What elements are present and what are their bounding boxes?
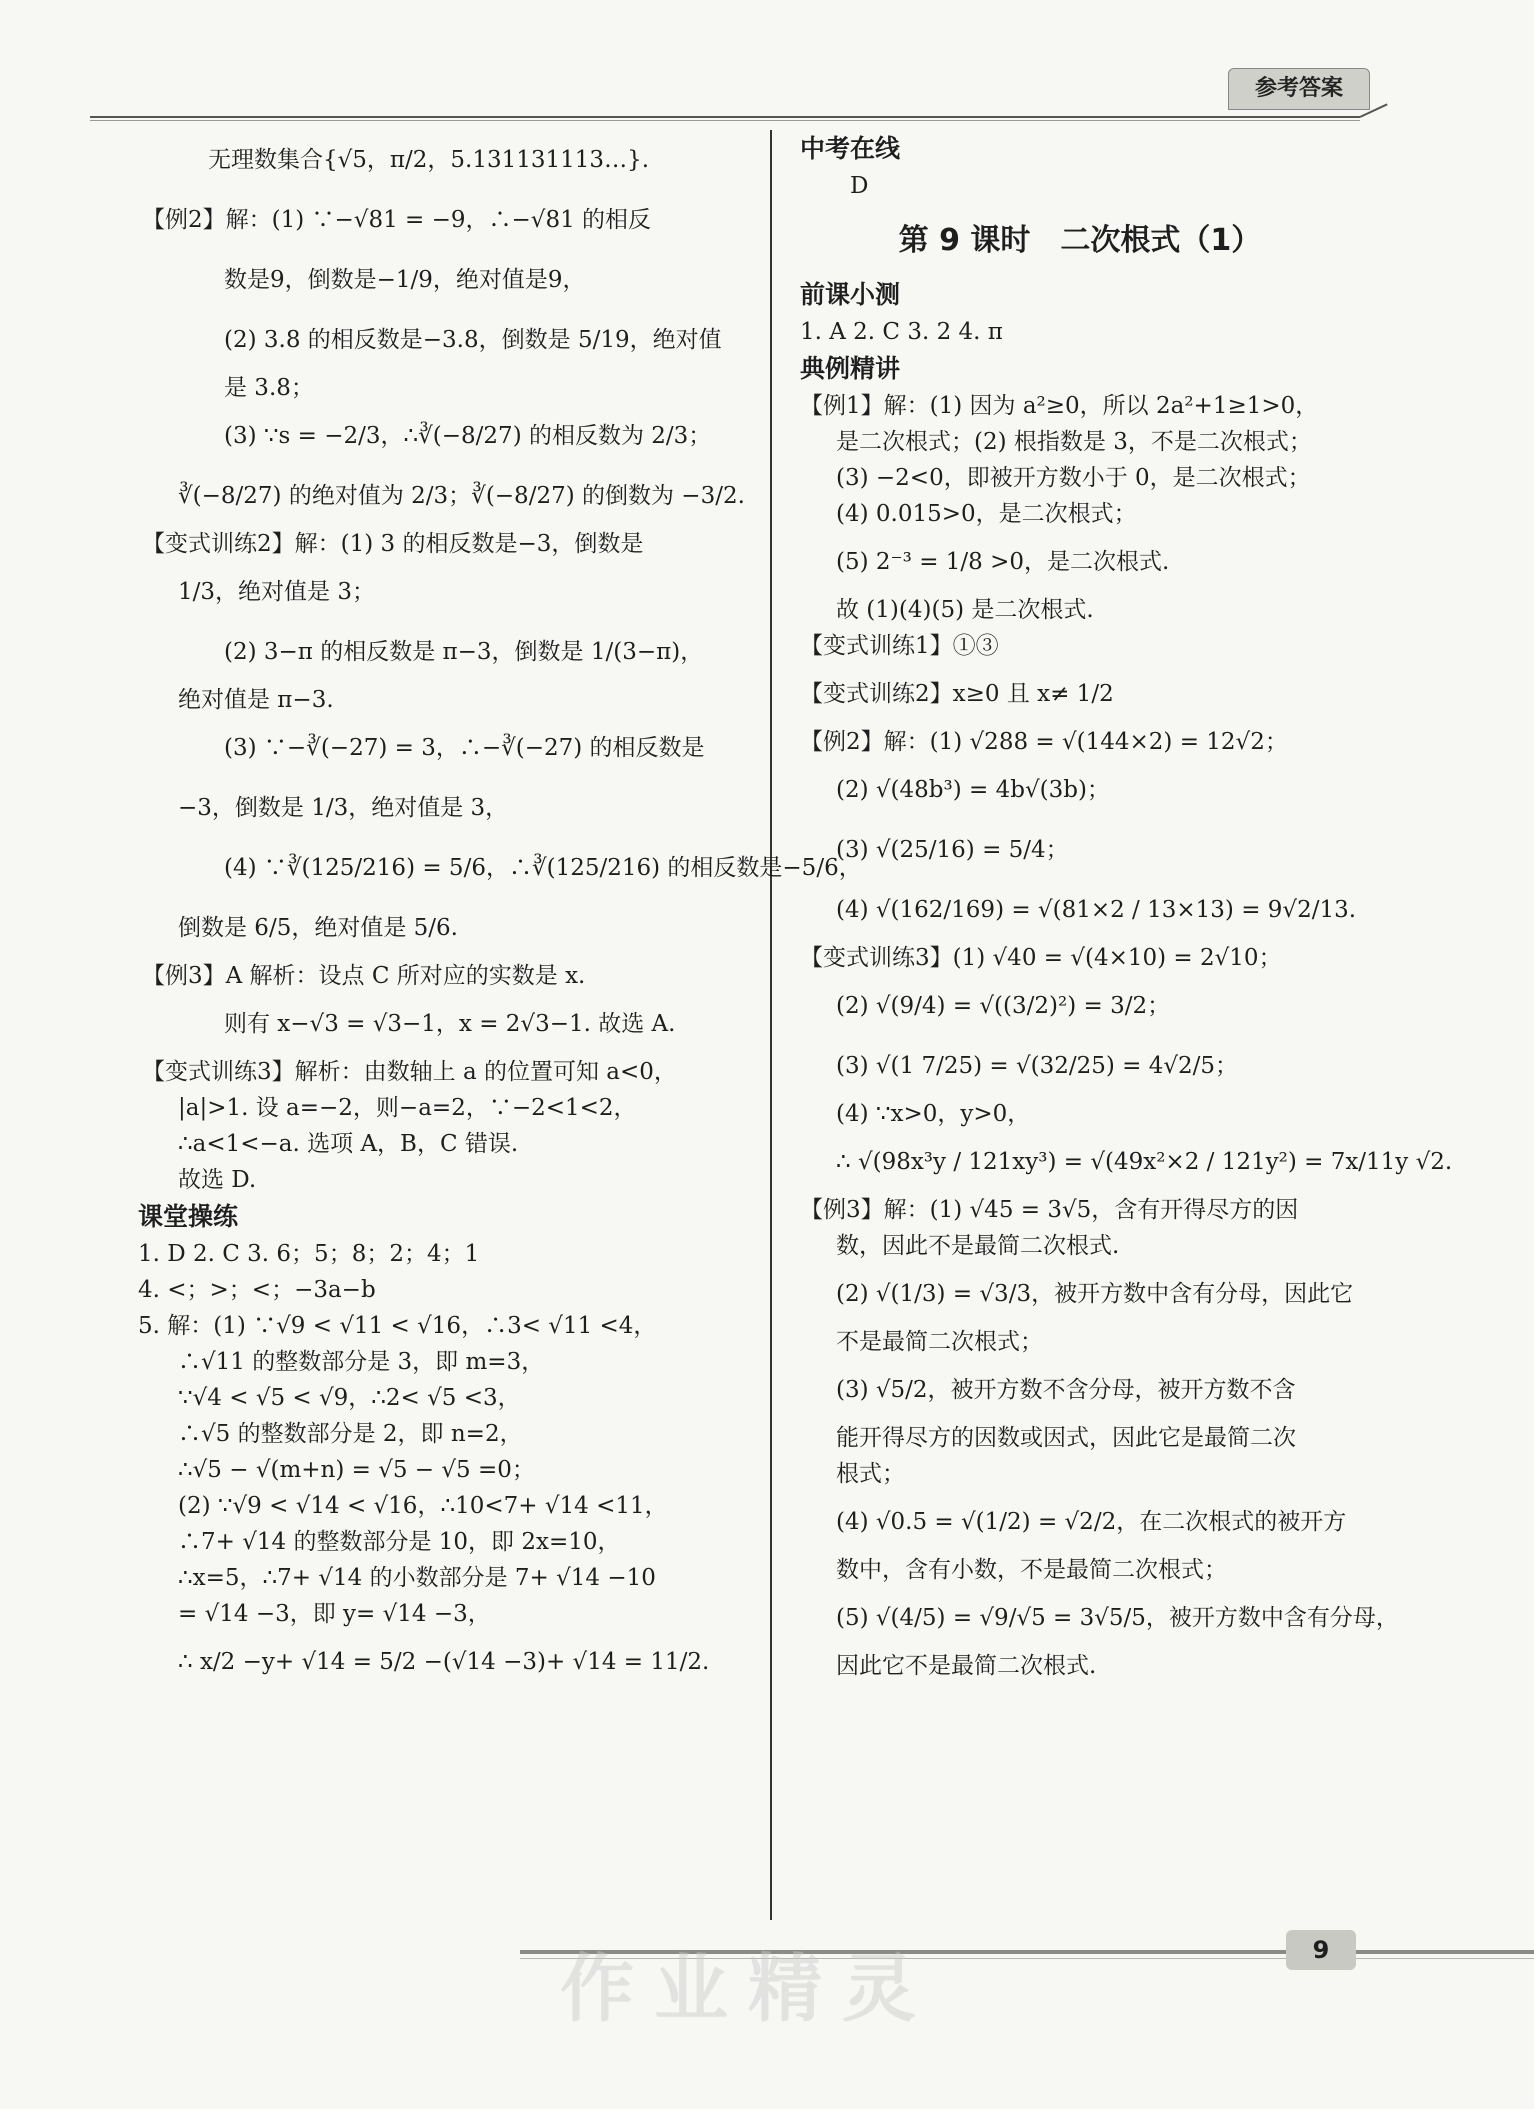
text-line: 1. D 2. C 3. 6；5；8；2；4；1 xyxy=(138,1241,480,1267)
text-line: ∴√11 的整数部分是 3，即 m=3， xyxy=(178,1349,545,1375)
text-line: ∛(−8/27) 的绝对值为 2/3；∛(−8/27) 的倒数为 −3/2. xyxy=(178,483,745,509)
example-heading: 【例1】解：(1) 因为 a²≥0，所以 2a²+1≥1>0， xyxy=(800,393,1319,419)
text-line: (3) −2<0，即被开方数小于 0，是二次根式； xyxy=(836,465,1311,491)
text-line: ∴ √(98x³y / 121xy³) = √(49x²×2 / 121y²) = 7x/11y √2. xyxy=(836,1149,1453,1175)
text-line: = √14 −3，即 y= √14 −3， xyxy=(178,1601,491,1627)
text-line: ∵√4 < √5 < √9，∴2< √5 <3， xyxy=(178,1385,521,1411)
section-tab: 参考答案 xyxy=(1228,68,1370,110)
section-heading: 典例精讲 xyxy=(800,354,901,383)
watermark: 作业精灵 xyxy=(560,1946,936,2032)
example-heading: 【例2】解：(1) ∵−√81 = −9，∴−√81 的相反 xyxy=(142,207,652,233)
text-line: (3) ∵−∛(−27) = 3，∴−∛(−27) 的相反数是 xyxy=(224,735,705,761)
lesson-title: 第 9 课时 二次根式（1） xyxy=(898,223,1262,258)
text-line: ∴√5 的整数部分是 2，即 n=2， xyxy=(178,1421,523,1447)
text-line: (2) √(1/3) = √3/3，被开方数中含有分母，因此它 xyxy=(836,1281,1354,1307)
text-line: (4) ∵x>0，y>0， xyxy=(836,1101,1031,1127)
text-line: ∴ x/2 −y+ √14 = 5/2 −(√14 −3)+ √14 = 11/2. xyxy=(178,1649,710,1675)
text-line: ∴√5 − √(m+n) = √5 − √5 =0； xyxy=(178,1457,535,1483)
text-line: ∴x=5，∴7+ √14 的小数部分是 7+ √14 −10 xyxy=(178,1565,656,1591)
text-line: 故 (1)(4)(5) 是二次根式. xyxy=(836,597,1094,623)
text-line: 倒数是 6/5，绝对值是 5/6. xyxy=(178,915,458,941)
text-line: D xyxy=(850,173,869,199)
text-line: 数中，含有小数，不是最简二次根式； xyxy=(836,1557,1227,1583)
header-rule xyxy=(90,116,1360,118)
example-heading: 【例3】解：(1) √45 = 3√5，含有开得尽方的因 xyxy=(800,1197,1299,1223)
text-line: 数是9，倒数是−1/9，绝对值是9， xyxy=(224,267,586,293)
text-line: ∴7+ √14 的整数部分是 10，即 2x=10， xyxy=(178,1529,621,1555)
text-line: 则有 x−√3 = √3−1，x = 2√3−1. 故选 A. xyxy=(224,1011,676,1037)
text-line: (2) 3.8 的相反数是−3.8，倒数是 5/19，绝对值 xyxy=(224,327,722,353)
text-line: (2) ∵√9 < √14 < √16，∴10<7+ √14 <11， xyxy=(178,1493,668,1519)
exercise-heading: 【变式训练3】解析：由数轴上 a 的位置可知 a<0， xyxy=(142,1059,677,1085)
example-heading: 【例2】解：(1) √288 = √(144×2) = 12√2； xyxy=(800,729,1288,755)
text-line: 是二次根式；(2) 根指数是 3，不是二次根式； xyxy=(836,429,1312,455)
header-rule-thin xyxy=(90,120,1360,121)
exercise-heading: 【变式训练2】x≥0 且 x≠ 1/2 xyxy=(800,681,1114,707)
text-line: 是 3.8； xyxy=(224,375,314,401)
text-line: 无理数集合{√5，π/2，5.131131113…}. xyxy=(208,147,650,173)
text-line: |a|>1. 设 a=−2，则−a=2，∵−2<1<2， xyxy=(178,1095,637,1121)
text-line: 4. <；>；<；−3a−b xyxy=(138,1277,376,1303)
text-line: (2) √(9/4) = √((3/2)²) = 3/2； xyxy=(836,993,1171,1019)
exercise-heading: 【变式训练2】解：(1) 3 的相反数是−3，倒数是 xyxy=(142,531,644,557)
text-line: (3) √(1 7/25) = √(32/25) = 4√2/5； xyxy=(836,1053,1239,1079)
text-line: 因此它不是最简二次根式. xyxy=(836,1653,1097,1679)
text-line: (4) ∵∛(125/216) = 5/6，∴∛(125/216) 的相反数是−5/6， xyxy=(224,855,862,881)
text-line: 根式； xyxy=(836,1461,905,1487)
text-line: (2) 3−π 的相反数是 π−3，倒数是 1/(3−π)， xyxy=(224,639,704,665)
column-divider xyxy=(770,130,772,1920)
section-heading: 前课小测 xyxy=(800,280,901,309)
text-line: 1/3，绝对值是 3； xyxy=(178,579,375,605)
text-line: (5) √(4/5) = √9/√5 = 3√5/5，被开方数中含有分母， xyxy=(836,1605,1399,1631)
page-number: 9 xyxy=(1286,1930,1356,1970)
text-line: 数，因此不是最简二次根式. xyxy=(836,1233,1120,1259)
text-line: ∴a<1<−a. 选项 A，B，C 错误. xyxy=(178,1131,519,1157)
text-line: (5) 2⁻³ = 1/8 >0，是二次根式. xyxy=(836,549,1170,575)
exercise-heading: 【变式训练1】①③ xyxy=(800,633,999,659)
text-line: (2) √(48b³) = 4b√(3b)； xyxy=(836,777,1110,803)
text-line: (4) √0.5 = √(1/2) = √2/2，在二次根式的被开方 xyxy=(836,1509,1347,1535)
example-heading: 【例3】A 解析：设点 C 所对应的实数是 x. xyxy=(142,963,586,989)
section-heading: 课堂操练 xyxy=(138,1202,239,1231)
right-column xyxy=(800,130,1453,1684)
text-line: 故选 D. xyxy=(178,1167,257,1193)
text-line: (3) √(25/16) = 5/4； xyxy=(836,837,1069,863)
text-line: (4) 0.015>0，是二次根式； xyxy=(836,501,1137,527)
text-line: −3，倒数是 1/3，绝对值是 3， xyxy=(178,795,509,821)
text-line: 绝对值是 π−3. xyxy=(178,687,334,713)
text-line: 5. 解：(1) ∵√9 < √11 < √16，∴3< √11 <4， xyxy=(138,1313,657,1339)
text-line: (3) √5/2，被开方数不含分母，被开方数不含 xyxy=(836,1377,1296,1403)
text-line: 1. A 2. C 3. 2 4. π xyxy=(800,319,1003,345)
exercise-heading: 【变式训练3】(1) √40 = √(4×10) = 2√10； xyxy=(800,945,1282,971)
text-line: (4) √(162/169) = √(81×2 / 13×13) = 9√2/13. xyxy=(836,897,1357,923)
text-line: (3) ∵s = −2/3，∴∛(−8/27) 的相反数为 2/3； xyxy=(224,423,712,449)
section-heading: 中考在线 xyxy=(800,134,901,163)
text-line: 不是最简二次根式； xyxy=(836,1329,1043,1355)
text-line: 能开得尽方的因数或因式，因此它是最简二次 xyxy=(836,1425,1296,1451)
